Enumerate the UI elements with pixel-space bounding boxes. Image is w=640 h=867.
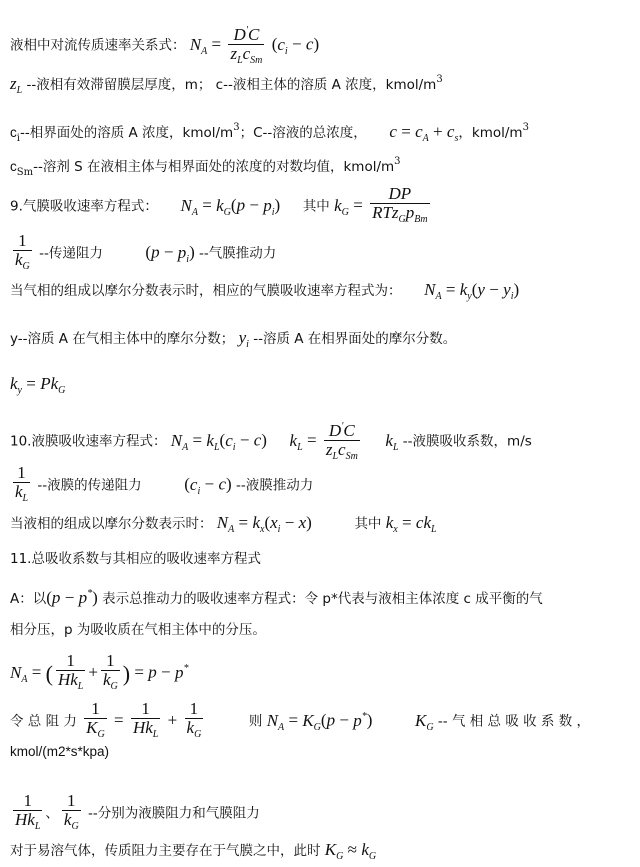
line-film-resistances: $\frac{1}{Hk_L}$ 、 $\frac{1}{k_G}$ --分别为液膜阻力和气膜阻力: [10, 792, 260, 836]
line-zl-definition: $z_L$ --液相有效滞留膜层厚度，m； c--液相主体的溶质 A 浓度，kmol/$m^3$: [10, 74, 443, 96]
line-liquid-molar: 当液相的组成以摩尔分数表示时： $N_A = k_x(x_i - x)$ 其中 $k_x = ck_L$: [10, 513, 437, 535]
heading-gas-film-rate: 9.气膜吸收速率方程式：: [10, 198, 158, 215]
text-liquid-convection: 液相中对流传质速率关系式：: [10, 37, 186, 54]
line-y-definition: y--溶质 A 在气相主体中的摩尔分数； $y_i$ --溶质 A 在相界面处的摩尔分数。: [10, 328, 457, 350]
line-csm-definition: $c_{Sm}--$溶剂 S 在液相主体与相界面处的浓度的对数均值，kmol/$m^3$: [10, 156, 401, 178]
line-liquid-convection: 液相中对流传质速率关系式： $N_A$ = $\frac{D'C}{z_Lc_{Sm}}$ $(c_i - c)$: [10, 22, 319, 70]
line-gas-resistance: $\frac{1}{k_G}$ --传递阻力 $(p - p_i)$ --气膜推动力: [10, 232, 276, 276]
line-gas-molar: 当气相的组成以摩尔分数表示时，相应的气膜吸收速率方程式为： $N_A = k_y(y - y_i)$: [10, 280, 520, 302]
text-zl-definition: --液相有效滞留膜层厚度，m； c--液相主体的溶质 A 浓度，kmol/m: [26, 77, 437, 93]
line-ky-equation: $k_y = Pk_G$: [10, 374, 66, 396]
line-overall-heading: [10, 549, 261, 569]
line-liquid-resistance: $\frac{1}{k_L}$ --液膜的传递阻力 $(c_i - c)$ --液膜推动力: [10, 464, 313, 508]
line-na-sum: $N_A$ = ( $\frac{1}{Hk_L}$ + $\frac{1}{k_G}$ ) = p − p*: [10, 652, 188, 696]
heading-overall-coefficient: 11.总吸收系数与其相应的吸收速率方程式: [10, 551, 261, 567]
line-ci-definition: $c_i--$相界面处的溶质 A 浓度，kmol/$m^3$；C--溶液的总浓度， $c = c_A + c_s$，kmol/$m^3$: [10, 122, 529, 144]
line-total-resistance: 令 总 阻 力 $\frac{1}{K_G}$ = $\frac{1}{Hk_L}$ + $\frac{1}{k_G}$ 则 $N_A = K_G(p - p^*)$ $K_G$ -- 气 相 总 吸 收 系 数 ，: [10, 700, 590, 744]
line-liquid-film-rate: 10.液膜吸收速率方程式： $N_A = k_L(c_i - c) k_L$ = $\frac{D'C}{z_Lc_{Sm}}$ $k_L$ --液膜吸收系数，m/s: [10, 418, 532, 466]
line-gas-film-rate: 9.气膜吸收速率方程式： $N_A = k_G(p - p_i)$ 其中 $k_G$ = $\frac{DP}{RTz_Gp_{Bm}}$: [10, 185, 433, 229]
line-partial-pressure-note: 相分压，p 为吸收质在气相主体中的分压。: [10, 622, 266, 638]
line-kg-unit: kmol/(m2*s*kpa): [10, 744, 110, 759]
fraction-dc-over-zlcsm: $\frac{D'C}{z_Lc_{Sm}}$: [228, 22, 264, 70]
line-soluble-gas: 对于易溶气体，传质阻力主要存在于气膜之中，此时 $K_G \approx k_G$: [10, 840, 377, 862]
line-overall-driving-force: A：以(p − p*) 表示总推动力的吸收速率方程式：令 p*代表与液相主体浓度 c 成平衡的气: [10, 588, 543, 607]
heading-liquid-film-rate: 10.液膜吸收速率方程式：: [10, 433, 167, 450]
